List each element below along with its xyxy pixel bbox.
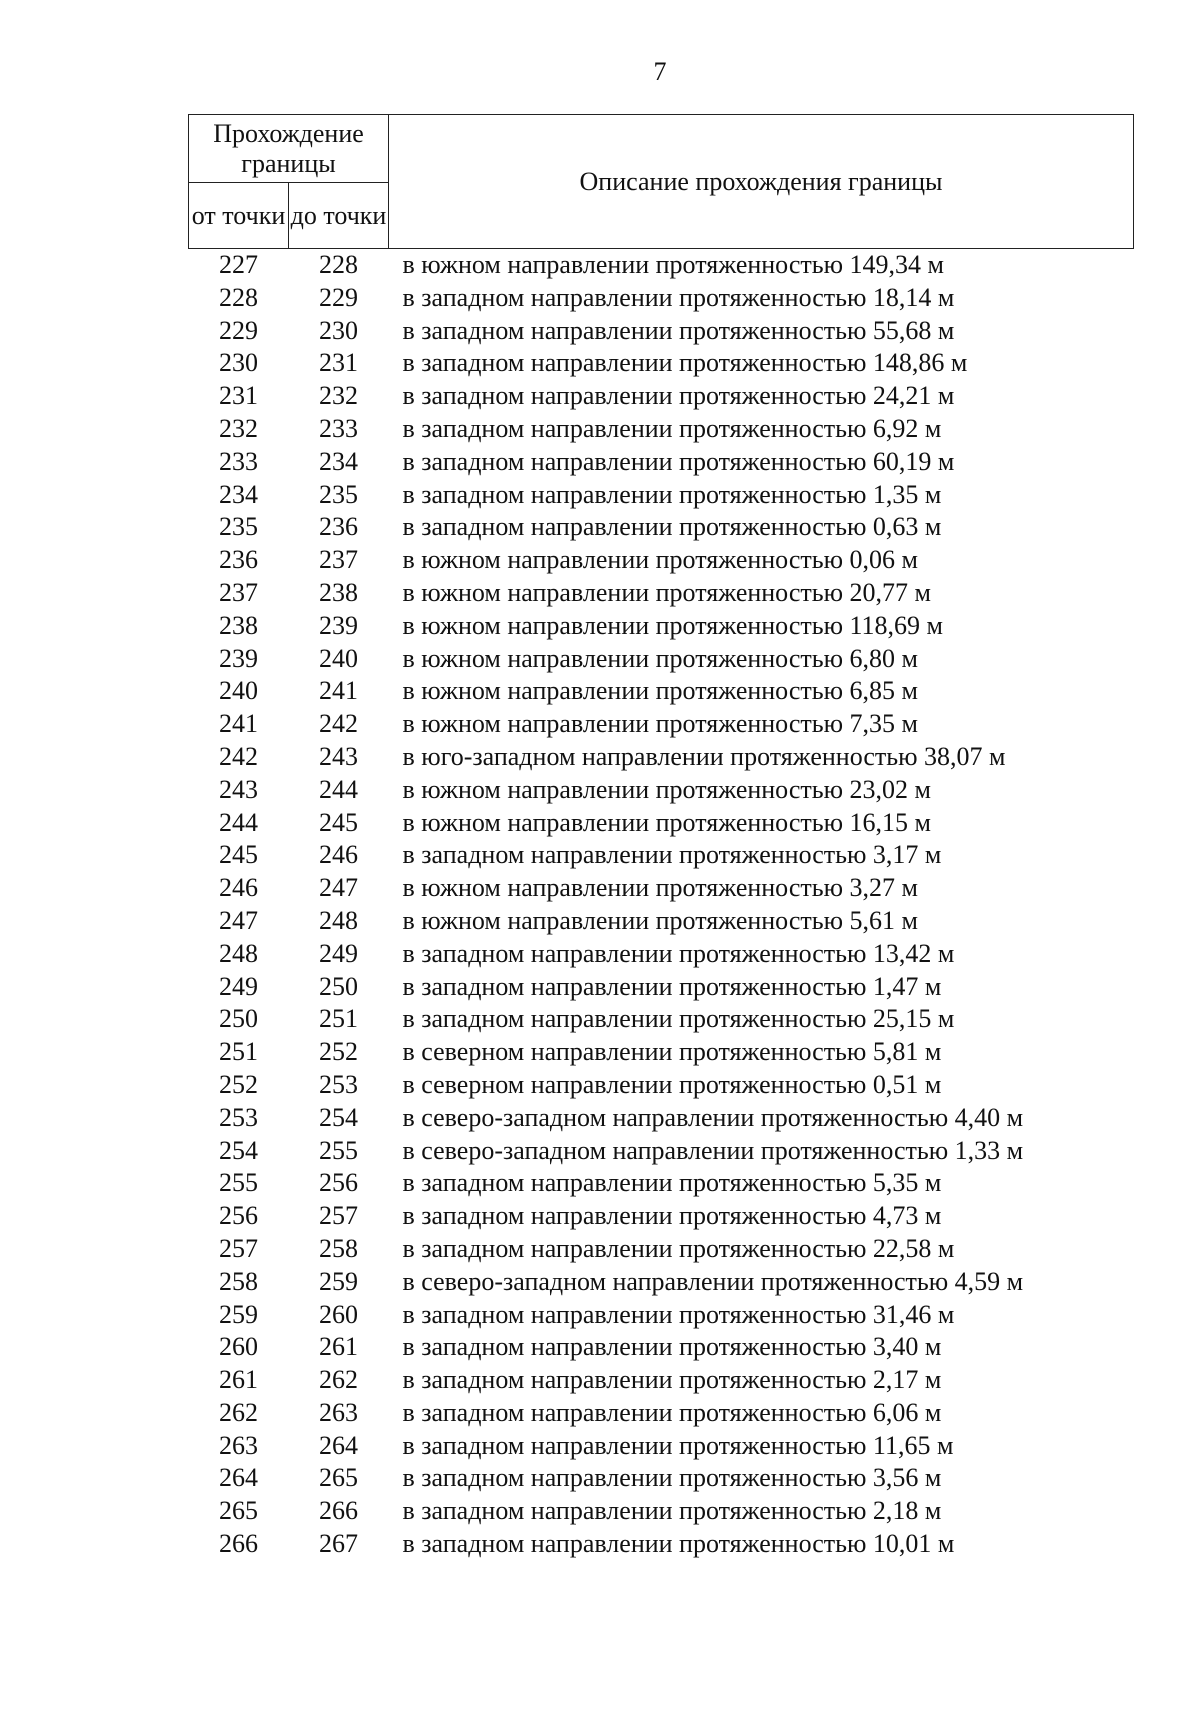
- from-point-cell: 253: [219, 1102, 258, 1132]
- to-point-cell: 251: [319, 1004, 358, 1034]
- to-point-cell: 228: [319, 250, 358, 279]
- to-point-cell: 229: [319, 282, 358, 312]
- table-row: [189, 708, 1134, 741]
- table-row: [189, 446, 1134, 479]
- from-point-cell: 230: [219, 348, 258, 378]
- table-row: [189, 1397, 1134, 1430]
- description-cell: в южном направлении протяженностью 0,06 м: [402, 545, 918, 575]
- from-point-cell: 247: [219, 905, 258, 935]
- to-point-cell: 262: [319, 1365, 358, 1395]
- description-cell: в южном направлении протяженностью 6,80 м: [402, 643, 918, 673]
- table-row: [189, 1528, 1134, 1561]
- description-cell: в западном направлении протяженностью 6,06 м: [402, 1397, 942, 1427]
- to-point-cell: 243: [319, 741, 358, 771]
- table-row: [189, 1430, 1134, 1463]
- description-cell: в западном направлении протяженностью 0,63 м: [402, 512, 942, 542]
- from-point-cell: 227: [219, 250, 258, 279]
- table-row: [189, 1233, 1134, 1266]
- from-point-cell: 240: [219, 676, 258, 706]
- description-cell: в южном направлении протяженностью 23,02 м: [402, 774, 931, 804]
- page-number: 7: [653, 57, 667, 86]
- to-point-cell: 245: [319, 807, 358, 837]
- description-cell: в западном направлении протяженностью 2,18 м: [402, 1496, 942, 1526]
- table-row: [189, 511, 1134, 544]
- table-row: [189, 938, 1134, 971]
- header-to-point: до точки: [289, 183, 389, 249]
- table-row: [189, 1364, 1134, 1397]
- from-point-cell: 256: [219, 1201, 258, 1231]
- table-row: [189, 807, 1134, 840]
- table-row: [189, 774, 1134, 807]
- description-cell: в северо-западном направлении протяженностью 4,40 м: [402, 1102, 1024, 1132]
- table-row: [189, 1167, 1134, 1200]
- description-cell: в южном направлении протяженностью 118,69 м: [402, 610, 944, 640]
- to-point-cell: 234: [319, 446, 358, 476]
- from-point-cell: 243: [219, 774, 258, 804]
- table-row: [189, 741, 1134, 774]
- to-point-cell: 258: [319, 1233, 358, 1263]
- description-cell: в северном направлении протяженностью 5,81 м: [402, 1037, 942, 1067]
- description-cell: в западном направлении протяженностью 4,73 м: [402, 1201, 942, 1231]
- to-point-cell: 256: [319, 1168, 358, 1198]
- from-point-cell: 241: [219, 709, 258, 739]
- description-cell: в западном направлении протяженностью 5,35 м: [402, 1168, 942, 1198]
- description-cell: в юго-западном направлении протяженностью 38,07 м: [402, 741, 1006, 771]
- table-row: [189, 544, 1134, 577]
- description-cell: в западном направлении протяженностью 55,68 м: [402, 315, 955, 345]
- to-point-cell: 265: [319, 1463, 358, 1493]
- to-point-cell: 253: [319, 1069, 358, 1099]
- from-point-cell: 264: [219, 1463, 258, 1493]
- table-row: [189, 675, 1134, 708]
- to-point-cell: 250: [319, 971, 358, 1001]
- to-point-cell: 248: [319, 905, 358, 935]
- table-row: [189, 872, 1134, 905]
- table-row: [189, 1036, 1134, 1069]
- table-row: [189, 249, 1134, 282]
- table-row: [189, 413, 1134, 446]
- description-cell: в западном направлении протяженностью 31,46 м: [402, 1299, 955, 1329]
- from-point-cell: 246: [219, 873, 258, 903]
- table-row: [189, 1495, 1134, 1528]
- to-point-cell: 241: [319, 676, 358, 706]
- to-point-cell: 260: [319, 1299, 358, 1329]
- from-point-cell: 250: [219, 1004, 258, 1034]
- header-description: Описание прохождения границы: [389, 115, 1134, 249]
- from-point-cell: 263: [219, 1430, 258, 1460]
- table-row: [189, 577, 1134, 610]
- description-cell: в западном направлении протяженностью 22,58 м: [402, 1233, 955, 1263]
- from-point-cell: 228: [219, 282, 258, 312]
- boundary-table: [188, 114, 1134, 1561]
- from-point-cell: 259: [219, 1299, 258, 1329]
- to-point-cell: 236: [319, 512, 358, 542]
- table-row: [189, 1331, 1134, 1364]
- from-point-cell: 262: [219, 1397, 258, 1427]
- from-point-cell: 239: [219, 643, 258, 673]
- from-point-cell: 265: [219, 1496, 258, 1526]
- table-row: [189, 971, 1134, 1004]
- to-point-cell: 230: [319, 315, 358, 345]
- table-row: [189, 479, 1134, 512]
- description-cell: в западном направлении протяженностью 11,65 м: [402, 1430, 954, 1460]
- to-point-cell: 237: [319, 545, 358, 575]
- table-header: [189, 115, 1134, 249]
- description-cell: в западном направлении протяженностью 18,14 м: [402, 282, 955, 312]
- description-cell: в западном направлении протяженностью 13,42 м: [402, 938, 955, 968]
- table-row: [189, 1069, 1134, 1102]
- to-point-cell: 238: [319, 577, 358, 607]
- table-row: [189, 610, 1134, 643]
- description-cell: в северном направлении протяженностью 0,51 м: [402, 1069, 942, 1099]
- to-point-cell: 232: [319, 381, 358, 411]
- table-row: [189, 905, 1134, 938]
- to-point-cell: 239: [319, 610, 358, 640]
- description-cell: в западном направлении протяженностью 6,92 м: [402, 413, 942, 443]
- table-row: [189, 839, 1134, 872]
- table-row: [189, 643, 1134, 676]
- description-cell: в западном направлении протяженностью 2,17 м: [402, 1365, 942, 1395]
- description-cell: в северо-западном направлении протяженностью 1,33 м: [402, 1135, 1024, 1165]
- to-point-cell: 267: [319, 1529, 358, 1559]
- from-point-cell: 238: [219, 610, 258, 640]
- to-point-cell: 240: [319, 643, 358, 673]
- table-row: [189, 1266, 1134, 1299]
- to-point-cell: 249: [319, 938, 358, 968]
- description-cell: в северо-западном направлении протяженностью 4,59 м: [402, 1266, 1024, 1296]
- to-point-cell: 264: [319, 1430, 358, 1460]
- from-point-cell: 266: [219, 1529, 258, 1559]
- header-from-point: от точки: [189, 183, 289, 249]
- table-row: [189, 1200, 1134, 1233]
- to-point-cell: 244: [319, 774, 358, 804]
- description-cell: в южном направлении протяженностью 6,85 м: [402, 676, 918, 706]
- from-point-cell: 260: [219, 1332, 258, 1362]
- from-point-cell: 245: [219, 840, 258, 870]
- to-point-cell: 257: [319, 1201, 358, 1231]
- description-cell: в западном направлении протяженностью 3,17 м: [402, 840, 942, 870]
- from-point-cell: 229: [219, 315, 258, 345]
- to-point-cell: 266: [319, 1496, 358, 1526]
- to-point-cell: 233: [319, 413, 358, 443]
- description-cell: в южном направлении протяженностью 149,34 м: [402, 250, 944, 279]
- description-cell: в западном направлении протяженностью 10,01 м: [402, 1529, 955, 1559]
- from-point-cell: 235: [219, 512, 258, 542]
- table-row: [189, 380, 1134, 413]
- from-point-cell: 233: [219, 446, 258, 476]
- from-point-cell: 254: [219, 1135, 258, 1165]
- from-point-cell: 242: [219, 741, 258, 771]
- description-cell: в западном направлении протяженностью 3,40 м: [402, 1332, 942, 1362]
- from-point-cell: 261: [219, 1365, 258, 1395]
- from-point-cell: 251: [219, 1037, 258, 1067]
- description-cell: в западном направлении протяженностью 3,56 м: [402, 1463, 942, 1493]
- description-cell: в западном направлении протяженностью 1,47 м: [402, 971, 942, 1001]
- table-body: [189, 249, 1134, 1561]
- table-row: [189, 347, 1134, 380]
- to-point-cell: 242: [319, 709, 358, 739]
- table-row: [189, 1299, 1134, 1332]
- description-cell: в западном направлении протяженностью 1,35 м: [402, 479, 942, 509]
- to-point-cell: 231: [319, 348, 358, 378]
- description-cell: в южном направлении протяженностью 16,15 м: [402, 807, 931, 837]
- to-point-cell: 235: [319, 479, 358, 509]
- to-point-cell: 259: [319, 1266, 358, 1296]
- to-point-cell: 246: [319, 840, 358, 870]
- from-point-cell: 236: [219, 545, 258, 575]
- table-row: [189, 1102, 1134, 1135]
- from-point-cell: 244: [219, 807, 258, 837]
- to-point-cell: 247: [319, 873, 358, 903]
- description-cell: в южном направлении протяженностью 3,27 м: [402, 873, 918, 903]
- header-boundary-passage: Прохождение границы: [189, 115, 389, 183]
- to-point-cell: 263: [319, 1397, 358, 1427]
- description-cell: в южном направлении протяженностью 5,61 м: [402, 905, 918, 935]
- description-cell: в западном направлении протяженностью 60,19 м: [402, 446, 955, 476]
- from-point-cell: 232: [219, 413, 258, 443]
- to-point-cell: 255: [319, 1135, 358, 1165]
- from-point-cell: 234: [219, 479, 258, 509]
- table-row: [189, 315, 1134, 348]
- from-point-cell: 257: [219, 1233, 258, 1263]
- description-cell: в западном направлении протяженностью 24,21 м: [402, 381, 955, 411]
- description-cell: в западном направлении протяженностью 148,86 м: [402, 348, 968, 378]
- from-point-cell: 248: [219, 938, 258, 968]
- from-point-cell: 255: [219, 1168, 258, 1198]
- to-point-cell: 254: [319, 1102, 358, 1132]
- description-cell: в южном направлении протяженностью 7,35 м: [402, 709, 918, 739]
- table-row: [189, 1003, 1134, 1036]
- table-row: [189, 1135, 1134, 1168]
- description-cell: в южном направлении протяженностью 20,77 м: [402, 577, 931, 607]
- from-point-cell: 237: [219, 577, 258, 607]
- from-point-cell: 231: [219, 381, 258, 411]
- from-point-cell: 252: [219, 1069, 258, 1099]
- description-cell: в западном направлении протяженностью 25,15 м: [402, 1004, 955, 1034]
- table-row: [189, 282, 1134, 315]
- from-point-cell: 249: [219, 971, 258, 1001]
- from-point-cell: 258: [219, 1266, 258, 1296]
- to-point-cell: 252: [319, 1037, 358, 1067]
- to-point-cell: 261: [319, 1332, 358, 1362]
- table-row: [189, 1462, 1134, 1495]
